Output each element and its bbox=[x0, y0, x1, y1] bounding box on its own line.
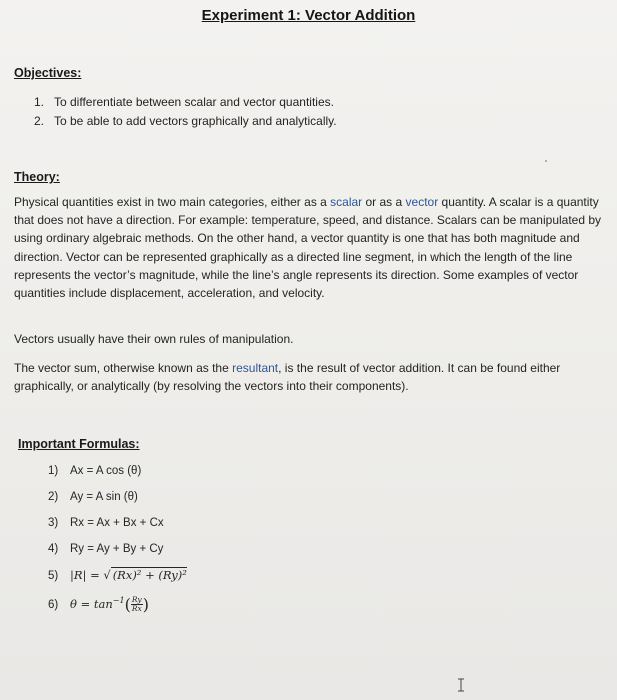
text-run: or as a bbox=[362, 195, 406, 209]
formula-text: Ry = Ay + By + Cy bbox=[70, 543, 164, 555]
formula-lhs: θ = tan bbox=[70, 596, 113, 611]
formula-text: Ax = A cos (θ) bbox=[70, 465, 142, 477]
objectives-list bbox=[34, 93, 337, 131]
formula-text: Ay = A sin (θ) bbox=[70, 491, 138, 503]
list-number: 1. bbox=[34, 95, 45, 109]
document-title: Experiment 1: Vector Addition bbox=[201, 7, 416, 24]
list-text: To differentiate between scalar and vector quantities. bbox=[54, 95, 334, 109]
theory-paragraph-2: Vectors usually have their own rules of manipulation. bbox=[14, 332, 294, 346]
text-cursor-icon bbox=[456, 678, 466, 692]
theory-heading: Theory: bbox=[14, 170, 60, 184]
formula-text: Rx = Ax + Bx + Cx bbox=[70, 517, 164, 529]
text-run: The vector sum, otherwise known as the bbox=[14, 361, 233, 375]
list-item bbox=[34, 93, 337, 112]
formula-item bbox=[48, 514, 187, 540]
formula-item bbox=[48, 462, 187, 488]
formula-number: 1) bbox=[48, 465, 59, 477]
text-run: , is the result of vector addition. It can be found either graphically, or analytically (by resolving the vectors into their components). bbox=[14, 361, 561, 394]
formula-item bbox=[48, 566, 187, 592]
formula-number: 3) bbox=[48, 517, 59, 529]
formula-item bbox=[48, 540, 187, 566]
radicand: (Rx)² + (Ry)² bbox=[112, 568, 187, 582]
text-run: quantity. A scalar is a quantity that does not have a direction. For example: temperature, speed, and distance. Scalars can be manipulated by using ordinary algebraic methods. On the other hand, a vector quantity is one that has both magnitude and direction. Vector can be represented graphically as a directed line segment, in which the length of the line represents the vector’s magnitude, while the line’s angle represents its direction. Some examples of vector quantities include displacement, acceleration, and velocity. bbox=[14, 195, 602, 301]
list-text: To be able to add vectors graphically and analytically. bbox=[54, 114, 337, 128]
close-paren: ) bbox=[142, 594, 149, 614]
keyword-resultant: resultant bbox=[232, 361, 279, 375]
formulas-list bbox=[48, 462, 187, 622]
exponent: −1 bbox=[112, 596, 125, 605]
list-item bbox=[34, 112, 337, 131]
formula-number: 5) bbox=[48, 570, 59, 582]
radical-sign: √ bbox=[103, 568, 111, 582]
denominator: Rx bbox=[131, 604, 142, 614]
formulas-heading: Important Formulas: bbox=[18, 437, 140, 451]
keyword-vector: vector bbox=[405, 195, 439, 209]
open-paren: ( bbox=[124, 594, 131, 614]
formula-number: 4) bbox=[48, 543, 59, 555]
formula-item bbox=[48, 592, 187, 622]
numerator: Ry bbox=[131, 595, 142, 605]
objectives-heading: Objectives: bbox=[14, 66, 82, 80]
keyword-scalar: scalar bbox=[330, 195, 363, 209]
formula-number: 6) bbox=[48, 598, 59, 611]
text-run: Physical quantities exist in two main categories, either as a bbox=[14, 195, 331, 209]
formula-lhs: |R| = bbox=[70, 568, 104, 582]
list-number: 2. bbox=[34, 114, 45, 128]
fraction bbox=[131, 596, 143, 613]
formula-angle bbox=[70, 594, 149, 614]
formula-magnitude bbox=[70, 567, 187, 582]
formula-number: 2) bbox=[48, 491, 59, 503]
formula-item bbox=[48, 488, 187, 514]
theory-paragraph-3 bbox=[14, 359, 610, 395]
theory-paragraph-1 bbox=[14, 193, 610, 302]
speck-mark bbox=[545, 160, 547, 162]
